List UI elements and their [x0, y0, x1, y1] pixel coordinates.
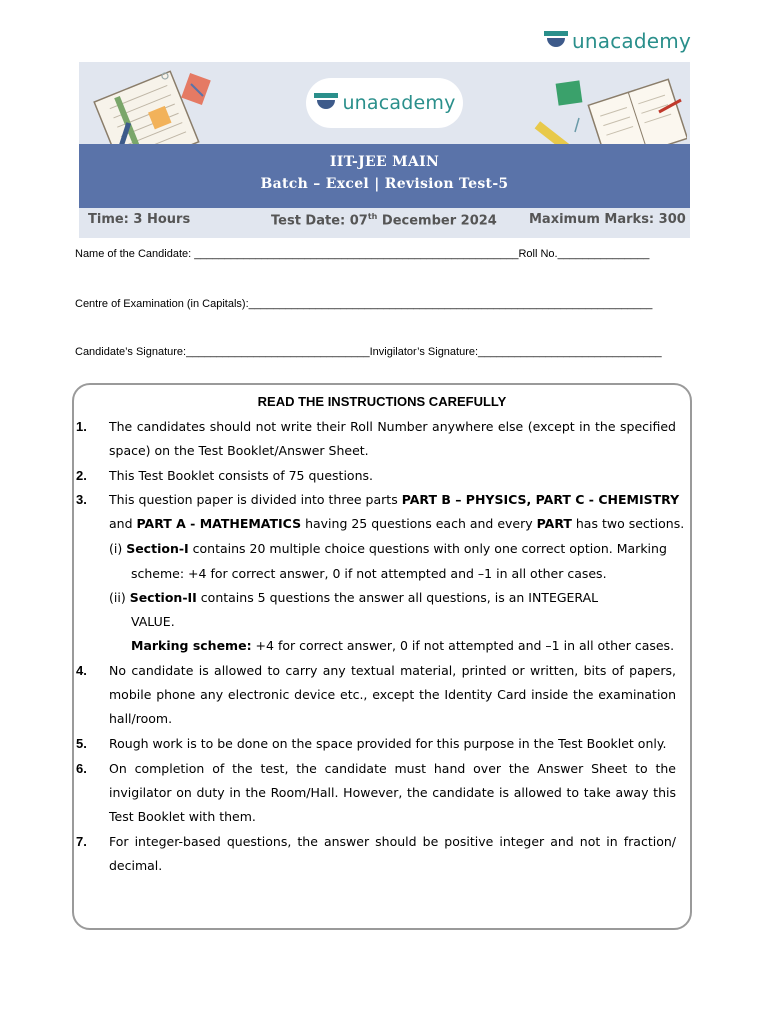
unacademy-logo-icon — [543, 30, 569, 52]
section-1-line-2: scheme: +4 for correct answer, 0 if not attempted and –1 in all other cases. — [131, 566, 607, 581]
header-banner — [79, 62, 690, 238]
instruction-6-line-1: On completion of the test, the candidate must hand over the Answer Sheet to the — [109, 761, 676, 776]
instruction-6-line-2: invigilator on duty in the Room/Hall. However, the candidate is allowed to take away this — [109, 785, 676, 800]
exam-title: IIT-JEE MAIN — [329, 154, 440, 170]
batch-title: Batch – Excel | Revision Test-5 — [260, 176, 509, 192]
instruction-7-line-1: For integer-based questions, the answer should be positive integer and not in fraction/ — [109, 834, 676, 849]
maximum-marks: Maximum Marks: 300 — [529, 212, 686, 227]
section-2-line-1: (ii) Section-II contains 5 questions the answer all questions, is an INTEGERAL — [109, 590, 599, 605]
brand-name: unacademy — [572, 29, 691, 53]
candidate-name-field[interactable]: Name of the Candidate: _____________________________________________________Roll No._______________ — [75, 248, 650, 260]
instruction-7-line-2: decimal. — [109, 858, 163, 873]
instructions-box — [72, 383, 692, 930]
item-number: 6. — [76, 761, 87, 776]
instruction-1-line-1: The candidates should not write their Roll Number anywhere else (except in the specified — [109, 419, 676, 434]
section-1-line-1: (i) Section-I contains 20 multiple choice questions with only one correct option. Marking — [109, 541, 667, 556]
section-2-line-2: VALUE. — [131, 614, 175, 629]
instructions-heading: READ THE INSTRUCTIONS CAREFULLY — [257, 394, 507, 409]
brand-pill — [306, 78, 463, 128]
instruction-4-line-2: mobile phone any electronic device etc., except the Identity Card inside the examination — [109, 687, 676, 702]
instruction-1-line-2: space) on the Test Booklet/Answer Sheet. — [109, 443, 369, 458]
exam-centre-field[interactable]: Centre of Examination (in Capitals):__________________________________________________________________ — [75, 298, 653, 310]
instruction-3-line-2: and PART A - MATHEMATICS having 25 questions each and every PART has two sections. — [109, 516, 685, 531]
item-number: 4. — [76, 663, 87, 678]
unacademy-logo-icon — [313, 92, 339, 114]
item-number: 2. — [76, 468, 87, 483]
item-number: 7. — [76, 834, 87, 849]
header-logo — [543, 29, 691, 53]
item-number: 5. — [76, 736, 87, 751]
instruction-5: Rough work is to be done on the space provided for this purpose in the Test Booklet only. — [109, 736, 667, 751]
instruction-4-line-1: No candidate is allowed to carry any textual material, printed or written, bits of papers, — [109, 663, 676, 678]
signature-field[interactable]: Candidate’s Signature:______________________________Invigilator’s Signature:______________________________ — [75, 346, 662, 358]
item-number: 1. — [76, 419, 87, 434]
test-date: Test Date: 07th December 2024 — [271, 212, 497, 229]
exam-duration: Time: 3 Hours — [88, 212, 191, 227]
section-2-marking-scheme: Marking scheme: +4 for correct answer, 0 if not attempted and –1 in all other cases. — [131, 638, 675, 653]
instruction-6-line-3: Test Booklet with them. — [109, 809, 256, 824]
instruction-4-line-3: hall/room. — [109, 711, 173, 726]
item-number: 3. — [76, 492, 87, 507]
instruction-2: This Test Booklet consists of 75 questions. — [109, 468, 373, 483]
instruction-3-line-1: This question paper is divided into three parts PART B – PHYSICS, PART C - CHEMISTRY — [109, 492, 680, 507]
brand-name: unacademy — [342, 92, 456, 114]
